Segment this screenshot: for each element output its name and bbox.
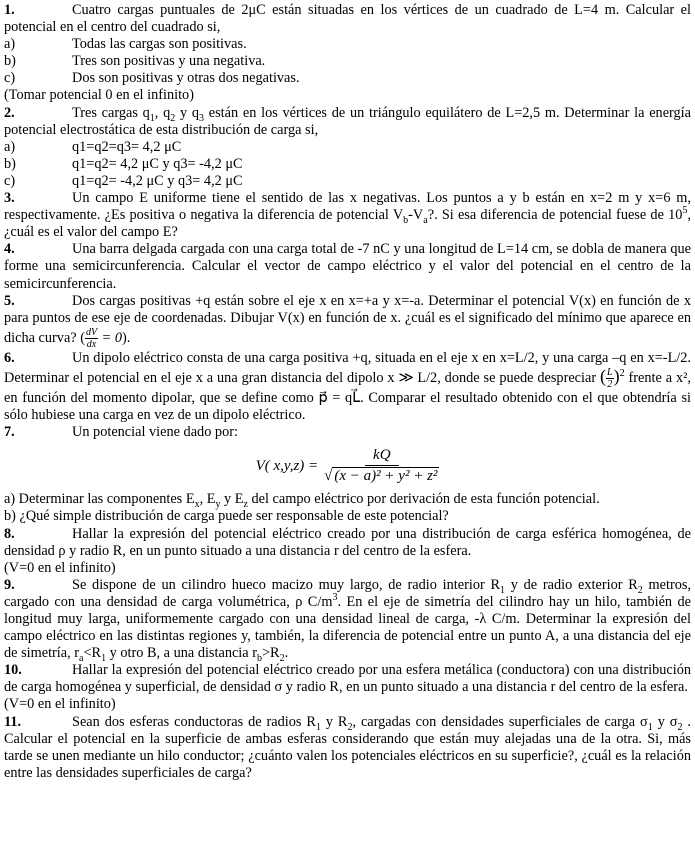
problem-8: 8. Hallar la expresión del potencial eléctrico creado por una distribución de carga esférica homogénea, de densidad ρ y radio R, en un punto situado a una distancia r del centro de la esfera. <box>4 525 691 559</box>
problem-7-item-a: a) Determinar las componentes $E_x$, $E_y$ y $E_z$ del campo eléctrico por derivación de esta función potencial. <box>4 491 600 511</box>
problem-9: 9. Se dispone de un cilindro hueco macizo muy largo, de radio interior $R_1$ y de radio exterior $R_2$ metros, cargado con una densidad de carga volumétrica, ρ $C/m^3$. En el eje de simetría del cilindro hay un hilo, también de longitud muy larga, uniformemente cargado con una densidad lineal de carga, -λ C/m. Determinar la expresión del campo eléctrico en las distintas regiones y, también, la diferencia de potencial entre un punto A, a una distancia del eje de simetría, $r_a<R_1$ y otro B, a una distancia $r_b>R_2$. <box>4 576 691 665</box>
problem-5: 5. Dos cargas positivas +q están sobre el eje x en x=+a y x=-a. Determinar el potencial V(x) en función de x para puntos de ese eje de coordenadas. Dibujar V(x) en función de x. ¿cuál es el significado del mínimo que aparece en dicha curva? ( $\frac{dV}{dx}$ = 0). <box>4 292 691 350</box>
problem-10: 10. Hallar la expresión del potencial eléctrico creado por una esfera metálica (conductora) con una distribución de carga homogénea y superficial, de densidad σ y radio R, en un punto situado a una distancia r del centro de la esfera. <box>4 662 691 696</box>
problem-11: 11. Sean dos esferas conductoras de radios $R_1$ y $R_2$, cargadas con densidades superficiales de carga $\sigma_1$ y $\sigma_2$ . Calcular el potencial en la superficie de ambas esferas considerando que están muy alejadas una de la otra. Si, más tarde se unen mediante un hilo conductor; ¿cuánto valen los potenciales eléctricos en su superficie?, ¿cuál es la relación entre las densidades superficiales de carga? <box>4 713 691 781</box>
problem-4: 4. Una barra delgada cargada con una carga total de -7 nC y una longitud de L=14 cm, se dobla de manera que forme una semicircunferencia. Calcular el vector de campo eléctrico y el valor del potencial en el centro de la semicircunferencia. <box>4 241 691 292</box>
problem-number: 7. <box>4 424 15 441</box>
problem-number: 11. <box>4 713 22 730</box>
problem-number: 6. <box>4 349 15 366</box>
problem-number: 9. <box>4 576 15 593</box>
dv-dx-fraction: $\frac{dV}{dx}$ <box>85 326 98 350</box>
problem-1 <box>4 2 691 36</box>
problem-number: 10. <box>4 662 22 679</box>
problem-note: (V=0 en el infinito) <box>4 696 116 713</box>
list-item: b) q1=q2= 4,2 μC y q3= -4,2 μC <box>4 155 243 172</box>
list-item: a) Todas las cargas son positivas. <box>4 36 247 53</box>
problem-number: 8. <box>4 525 15 542</box>
problem-number: 4. <box>4 241 15 258</box>
problem-2: 2. Tres cargas $q_1$, $q_2$ y $q_3$ están en los vértices de un triángulo equilátero de L=2,5 m. Determinar la energía potencial electrostática de esta distribución de carga si, <box>4 104 692 138</box>
l-over-2-fraction: $\frac{L}{2}$ <box>607 366 613 390</box>
list-item: c) Dos son positivas y otras dos negativas. <box>4 70 300 87</box>
list-item: a) q1=q2=q3= 4,2 μC <box>4 138 182 155</box>
problem-number: 3. <box>4 190 15 207</box>
problem-text: Cuatro cargas puntuales de 2μC están situadas en los vértices de un cuadrado de L=4 m. Calcular el potencial en el centro del cuadrado si, <box>4 2 691 36</box>
problem-6: 6. Un dipolo eléctrico consta de una carga positiva +q, situada en el eje x en x=L/2, y una carga –q en x=-L/2. Determinar el potencial en el eje x a una gran distancia del dipolo x ≫ L/2, donde se puede despreciar ( $\frac{L}{2}$ )$^2$ frente a x², en función del momento dipolar, que se define como p⃗ = qL⃗. Comparar el resultado obtenido con el que obtendría si sólo hubiese una carga en vez de un dipolo eléctrico. <box>4 349 691 423</box>
problem-number: 5. <box>4 292 15 309</box>
problem-note: (Tomar potencial 0 en el infinito) <box>4 87 194 104</box>
list-item: c) q1=q2= -4,2 μC y q3= 4,2 μC <box>4 172 243 189</box>
list-item: b) Tres son positivas y una negativa. <box>4 53 266 70</box>
problem-7: 7. Un potencial viene dado por: <box>4 424 238 441</box>
problem-number: 1. <box>4 2 15 18</box>
problem-7-item-b: b) ¿Qué simple distribución de carga puede ser responsable de este potencial? <box>4 508 449 525</box>
problem-3: 3. Un campo E uniforme tiene el sentido de las x negativas. Los puntos a y b están en x=2 m y x=6 m, respectivamente. ¿Es positiva o negativa la diferencia de potencial $V_b-V_a$?. Si esa diferencia de potencial fuese de $10^5$, ¿cuál es el valor del campo E? <box>4 190 691 241</box>
problem-number: 2. <box>4 104 15 121</box>
potential-formula: V( x,y,z) = $\frac{kQ}{\text{√ (x − a)² + y² + z²}}$ <box>255 447 438 485</box>
problem-note: (V=0 en el infinito) <box>4 559 116 576</box>
